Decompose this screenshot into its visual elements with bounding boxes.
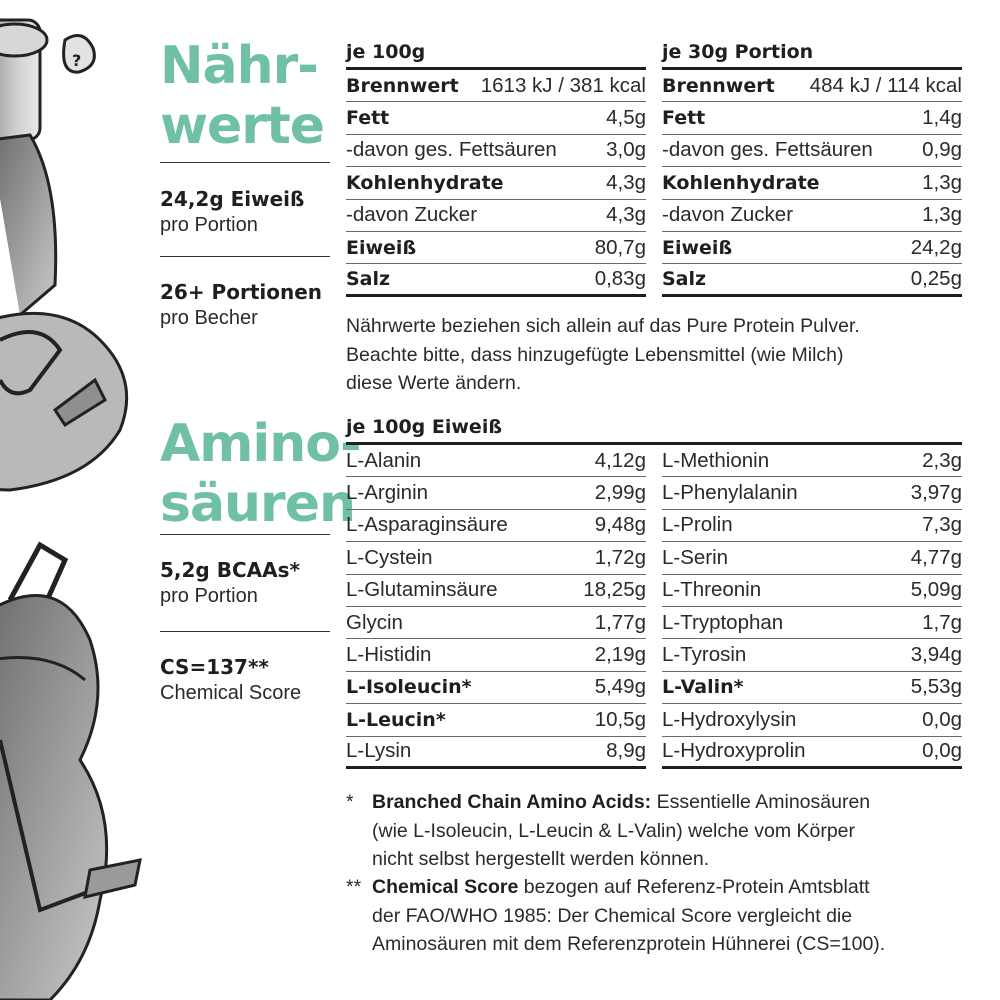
row-value: 0,9g: [922, 138, 962, 162]
row-value: 4,5g: [606, 106, 646, 130]
row-value: 5,53g: [910, 675, 962, 699]
row-value: 5,09g: [910, 578, 962, 602]
row-label: L-Leucin*: [346, 708, 446, 731]
table-row: [662, 672, 962, 704]
row-value: 7,3g: [922, 513, 962, 537]
table-row: [662, 102, 962, 134]
jar-top-icon: [0, 20, 94, 315]
illustration-jars: [0, 0, 145, 1000]
row-label: L-Hydroxylysin: [662, 707, 797, 731]
row-value: 1,7g: [922, 610, 962, 634]
table-row: [662, 70, 962, 102]
footnote-text: Aminosäuren mit dem Referenzprotein Hühnerei (CS=100).: [372, 933, 886, 955]
row-value: 18,25g: [583, 578, 646, 602]
row-value: 4,3g: [606, 170, 646, 194]
row-label: L-Hydroxyprolin: [662, 739, 806, 763]
protein-per-portion-stat: [160, 186, 304, 238]
row-label: L-Tyrosin: [662, 643, 747, 667]
row-value: 1,4g: [922, 106, 962, 130]
table-row: [662, 639, 962, 671]
row-label: Glycin: [346, 610, 403, 634]
table-row: [346, 264, 646, 296]
table-row: [346, 445, 646, 477]
row-label: L-Methionin: [662, 448, 770, 472]
row-label: Salz: [662, 268, 707, 291]
table-row: [662, 135, 962, 167]
row-value: 0,0g: [922, 739, 962, 763]
row-label: L-Threonin: [662, 578, 762, 602]
row-value: 1,3g: [922, 203, 962, 227]
portions-per-tub-stat: [160, 279, 322, 331]
row-value: 4,77g: [910, 545, 962, 569]
table-row: [662, 542, 962, 574]
table-row: [346, 704, 646, 736]
table-row: [346, 607, 646, 639]
row-label: -davon Zucker: [662, 203, 794, 227]
row-label: L-Lysin: [346, 739, 412, 763]
stat-sub: pro Portion: [160, 214, 258, 236]
table-row: [662, 264, 962, 296]
row-label: -davon ges. Fettsäuren: [662, 138, 873, 162]
stat-sub: pro Portion: [160, 585, 258, 607]
row-label: Kohlenhydrate: [346, 171, 504, 194]
stat-main: 26+ Portionen: [160, 280, 323, 304]
table-row: [346, 232, 646, 264]
jar-bottom-icon: [0, 545, 140, 1000]
row-value: 3,0g: [606, 138, 646, 162]
table-row: [346, 167, 646, 199]
nutrition-table-per-portion: [662, 37, 962, 297]
divider: [160, 631, 330, 632]
footnote-text: der FAO/WHO 1985: Der Chemical Score vergleicht die: [372, 904, 853, 927]
footnote-marker: **: [346, 876, 362, 898]
row-label: -davon Zucker: [346, 203, 478, 227]
amino-table-right: [662, 445, 962, 769]
stat-main: 5,2g BCAAs*: [160, 558, 300, 582]
table-row: [346, 542, 646, 574]
row-label: L-Tryptophan: [662, 610, 784, 634]
table-row: [346, 672, 646, 704]
bcaa-per-portion-stat: [160, 557, 300, 609]
table-row: [346, 477, 646, 509]
footnote-marker: *: [346, 791, 354, 813]
naehrwerte-title: Nähr- werte: [160, 36, 325, 156]
row-label: L-Asparaginsäure: [346, 513, 508, 537]
row-label: Eiweiß: [346, 236, 417, 259]
row-value: 80,7g: [594, 235, 646, 259]
table-row: [346, 575, 646, 607]
table-row: [662, 232, 962, 264]
row-value: 0,83g: [594, 267, 646, 291]
table-row: [346, 200, 646, 232]
footnote-chemical-score: [346, 873, 976, 959]
stat-main: 24,2g Eiweiß: [160, 187, 305, 211]
stat-sub: Chemical Score: [160, 682, 302, 704]
chemical-score-stat: [160, 654, 301, 706]
row-label: L-Arginin: [346, 481, 429, 505]
footnote-text: Essentielle Aminosäuren: [651, 791, 871, 813]
row-value: 484 kJ / 114 kcal: [809, 73, 962, 97]
footnote-text: nicht selbst hergestellt werden können.: [372, 848, 710, 870]
stat-main: CS=137**: [160, 655, 269, 679]
table-row: [662, 737, 962, 769]
footnote-bcaa: [346, 788, 976, 874]
row-label: L-Isoleucin*: [346, 676, 472, 699]
row-label: -davon ges. Fettsäuren: [346, 138, 557, 162]
table-row: [662, 167, 962, 199]
stat-sub: pro Becher: [160, 307, 258, 329]
divider: [160, 162, 330, 163]
row-label: Salz: [346, 268, 391, 291]
note-line: diese Werte ändern.: [346, 372, 522, 394]
note-line: Nährwerte beziehen sich allein auf das Pure Protein Pulver.: [346, 315, 860, 337]
row-value: 10,5g: [594, 707, 646, 731]
row-value: 3,97g: [910, 481, 962, 505]
row-value: 9,48g: [594, 513, 646, 537]
table-row: [662, 200, 962, 232]
footnote-term: Branched Chain Amino Acids:: [372, 791, 652, 813]
row-label: L-Cystein: [346, 545, 433, 569]
row-value: 4,3g: [606, 203, 646, 227]
row-value: 0,25g: [910, 267, 962, 291]
divider: [160, 256, 330, 257]
row-value: 24,2g: [910, 235, 962, 259]
row-label: L-Phenylalanin: [662, 481, 798, 505]
table-row: [662, 477, 962, 509]
table-row: [662, 575, 962, 607]
footnote-text: (wie L-Isoleucin, L-Leucin & L-Valin) welche vom Körper: [372, 819, 856, 842]
table-header: je 100g Eiweiß: [346, 416, 502, 438]
row-value: 8,9g: [606, 739, 646, 763]
table-row: [346, 135, 646, 167]
row-label: L-Histidin: [346, 643, 432, 667]
table-row: [346, 70, 646, 102]
amino-table-header: [346, 412, 962, 445]
row-value: 0,0g: [922, 707, 962, 731]
row-label: Brennwert: [662, 74, 775, 97]
row-value: 5,49g: [594, 675, 646, 699]
row-label: L-Valin*: [662, 676, 744, 699]
svg-text:?: ?: [72, 51, 82, 70]
table-row: [346, 102, 646, 134]
footnote-term: Chemical Score: [372, 876, 519, 898]
table-row: [662, 607, 962, 639]
table-row: [346, 510, 646, 542]
jar-lid-icon: [0, 313, 127, 490]
aminosaeuren-title: Amino- säuren: [160, 414, 361, 534]
table-row: [346, 639, 646, 671]
nutrition-note: [346, 312, 966, 398]
row-value: 2,19g: [594, 643, 646, 667]
row-label: L-Glutaminsäure: [346, 578, 498, 602]
nutrition-table-per-100g: [346, 37, 646, 297]
table-row: [662, 510, 962, 542]
footnote-text: bezogen auf Referenz-Protein Amtsblatt: [518, 876, 870, 898]
row-value: 2,3g: [922, 448, 962, 472]
row-value: 1613 kJ / 381 kcal: [480, 73, 646, 97]
table-row: [662, 704, 962, 736]
row-value: 4,12g: [594, 448, 646, 472]
divider: [160, 534, 330, 535]
row-value: 3,94g: [910, 643, 962, 667]
row-label: Eiweiß: [662, 236, 733, 259]
row-label: L-Alanin: [346, 448, 422, 472]
row-label: Kohlenhydrate: [662, 171, 820, 194]
table-header: je 30g Portion: [662, 41, 814, 63]
note-line: Beachte bitte, dass hinzugefügte Lebensmittel (wie Milch): [346, 343, 844, 366]
table-row: [662, 445, 962, 477]
table-row: [346, 737, 646, 769]
row-label: Fett: [662, 107, 706, 130]
amino-table-left: [346, 445, 646, 769]
row-label: Brennwert: [346, 74, 459, 97]
row-label: Fett: [346, 107, 390, 130]
row-value: 2,99g: [594, 481, 646, 505]
row-value: 1,72g: [594, 545, 646, 569]
row-value: 1,77g: [594, 610, 646, 634]
row-value: 1,3g: [922, 170, 962, 194]
table-header: je 100g: [346, 41, 426, 63]
row-label: L-Serin: [662, 545, 729, 569]
row-label: L-Prolin: [662, 513, 733, 537]
